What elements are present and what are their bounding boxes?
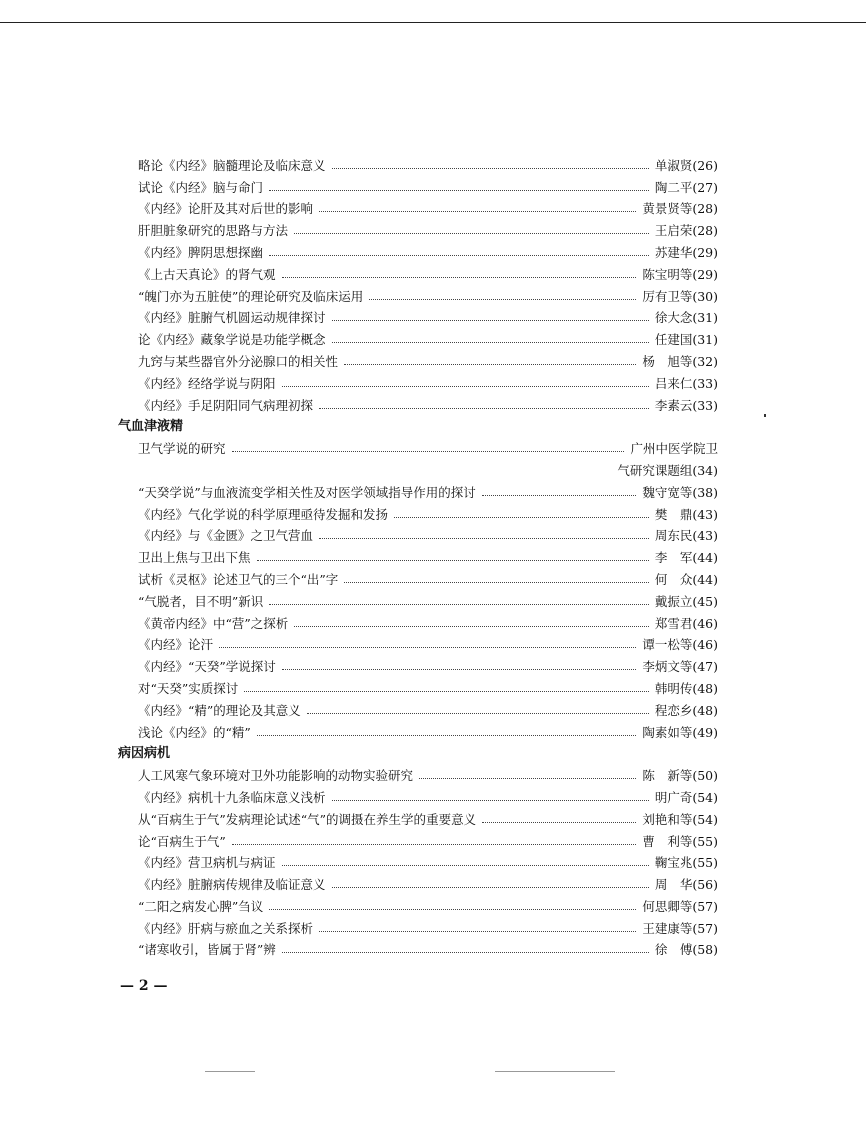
entry-title: 《内经》脏腑病传规律及临证意义 — [138, 877, 326, 893]
toc-entry — [118, 523, 718, 545]
entry-author: 李 军(44) — [654, 550, 718, 566]
dot-leader — [344, 364, 636, 365]
entry-author: 陈宝明等(29) — [642, 266, 718, 282]
toc-entry — [118, 653, 718, 675]
entry-author: 王建康等(57) — [642, 920, 718, 936]
entry-title: 略论《内经》脑髓理论及临床意义 — [138, 157, 326, 173]
toc-entry — [118, 871, 718, 893]
entry-title: 人工风寒气象环境对卫外功能影响的动物实验研究 — [138, 768, 414, 784]
toc-entry — [118, 675, 718, 697]
entry-title: 《内经》营卫病机与病证 — [138, 855, 276, 871]
dot-leader — [282, 669, 637, 670]
entry-author: 谭一松等(46) — [642, 637, 718, 653]
scan-smudge — [205, 1071, 255, 1072]
entry-title: 论《内经》藏象学说是功能学概念 — [138, 332, 326, 348]
entry-title: 《内经》经络学说与阴阳 — [138, 375, 276, 391]
dot-leader — [244, 691, 649, 692]
entry-author: 周 华(56) — [654, 877, 718, 893]
section-heading-bingyin: 病因病机 — [118, 746, 171, 762]
toc-entry — [118, 261, 718, 283]
entry-title: “天癸学说”与血液流变学相关性及对医学领域指导作用的探讨 — [138, 484, 476, 500]
dot-leader — [269, 190, 649, 191]
entry-title: 《内经》脏腑气机圆运动规律探讨 — [138, 310, 326, 326]
toc-entry — [118, 937, 718, 959]
dot-leader — [269, 255, 649, 256]
entry-title: 《内经》“精”的理论及其意义 — [138, 702, 301, 718]
page-number: — 2 — — [120, 978, 168, 994]
dot-leader — [294, 626, 649, 627]
dot-leader — [332, 800, 649, 801]
entry-title: “诸寒收引，皆属于肾”辨 — [138, 942, 276, 958]
toc-entry — [118, 174, 718, 196]
dot-leader — [319, 211, 636, 212]
entry-title: 《黄帝内经》中“营”之探析 — [138, 615, 289, 631]
dot-leader — [332, 887, 649, 888]
toc-entry — [118, 196, 718, 218]
entry-author: 何思卿等(57) — [642, 898, 718, 914]
entry-author: 任建国(31) — [654, 332, 718, 348]
entry-title: 肝胆脏象研究的思路与方法 — [138, 223, 289, 239]
dot-leader — [369, 299, 636, 300]
toc-entry — [118, 806, 718, 828]
entry-title: 试论《内经》脑与命门 — [138, 179, 264, 195]
entry-author: 何 众(44) — [654, 571, 718, 587]
entry-author: 徐大念(31) — [654, 310, 718, 326]
dot-leader — [294, 233, 649, 234]
toc-entry — [118, 850, 718, 872]
entry-author: 吕来仁(33) — [654, 375, 718, 391]
entry-author: 苏建华(29) — [654, 244, 718, 260]
entry-author: 单淑贤(26) — [654, 157, 718, 173]
toc-entry — [118, 632, 718, 654]
entry-author: 刘艳和等(54) — [642, 811, 718, 827]
entry-title: 《内经》脾阴思想探幽 — [138, 244, 264, 260]
toc-entry — [118, 217, 718, 239]
entry-title: “魄门亦为五脏使”的理论研究及临床运用 — [138, 288, 364, 304]
toc-entry — [118, 893, 718, 915]
entry-author: 程恋乡(48) — [654, 702, 718, 718]
entry-title: 《内经》论肝及其对后世的影响 — [138, 201, 314, 217]
entry-author: 周东民(43) — [654, 528, 718, 544]
entry-title: 试析《灵枢》论述卫气的三个“出”字 — [138, 571, 339, 587]
entry-author: 鞠宝兆(55) — [654, 855, 718, 871]
entry-author: 曹 利等(55) — [642, 833, 718, 849]
entry-title: 对“天癸”实质探讨 — [138, 680, 239, 696]
dot-leader — [319, 931, 636, 932]
toc-group-zangxiang — [118, 152, 718, 414]
entry-title: 《内经》“天癸”学说探讨 — [138, 659, 276, 675]
entry-title: 卫出上焦与卫出下焦 — [138, 550, 251, 566]
scan-smudge — [495, 1071, 615, 1072]
toc-entry — [118, 435, 718, 457]
toc-entry — [118, 719, 718, 741]
entry-author: 黄景贤等(28) — [642, 201, 718, 217]
dot-leader — [419, 778, 636, 779]
dot-leader — [319, 538, 649, 539]
dot-leader — [394, 517, 649, 518]
section-heading-qixue: 气血津液精 — [118, 419, 184, 435]
entry-title: 《内经》肝病与瘀血之关系探析 — [138, 920, 314, 936]
toc-entry — [118, 762, 718, 784]
toc-entry — [118, 152, 718, 174]
entry-author: 樊 鼎(43) — [654, 506, 718, 522]
entry-author: 陶素如等(49) — [642, 724, 718, 740]
entry-author: 李素云(33) — [654, 397, 718, 413]
entry-author: 明广奇(54) — [654, 789, 718, 805]
dot-leader — [282, 386, 649, 387]
table-of-contents — [118, 152, 718, 958]
toc-entry — [118, 697, 718, 719]
toc-entry — [118, 305, 718, 327]
toc-entry — [118, 544, 718, 566]
scan-speck — [764, 414, 766, 417]
toc-entry — [118, 479, 718, 501]
entry-title: 《内经》论汗 — [138, 637, 214, 653]
entry-author: 魏守宽等(38) — [642, 484, 718, 500]
entry-title: 论“百病生于气” — [138, 833, 226, 849]
dot-leader — [482, 822, 636, 823]
toc-group-bingyin — [118, 762, 718, 958]
dot-leader — [482, 495, 637, 496]
entry-title: 《内经》与《金匮》之卫气营血 — [138, 528, 314, 544]
dot-leader — [232, 844, 637, 845]
entry-author: 李炳文等(47) — [642, 659, 718, 675]
entry-author: 杨 旭等(32) — [642, 353, 718, 369]
toc-entry — [118, 784, 718, 806]
toc-group-qixue — [118, 479, 718, 741]
toc-entry — [118, 501, 718, 523]
toc-entry — [118, 239, 718, 261]
dot-leader — [282, 277, 637, 278]
entry-title: 从“百病生于气”发病理论试述“气”的调摄在养生学的重要意义 — [138, 811, 477, 827]
dot-leader — [319, 408, 649, 409]
toc-entry — [118, 370, 718, 392]
entry-title: 《内经》病机十九条临床意义浅析 — [138, 789, 326, 805]
entry-title: “二阳之病发心脾”刍议 — [138, 898, 264, 914]
top-rule — [0, 22, 866, 23]
dot-leader — [332, 168, 649, 169]
dot-leader — [232, 451, 625, 452]
toc-entry — [118, 348, 718, 370]
entry-author: 郑雪君(46) — [654, 615, 718, 631]
entry-author: 戴振立(45) — [654, 593, 718, 609]
entry-title: 《内经》手足阴阳同气病理初探 — [138, 397, 314, 413]
toc-entry — [118, 283, 718, 305]
dot-leader — [307, 713, 649, 714]
entry-author: 徐 傅(58) — [654, 942, 718, 958]
entry-title: 《上古天真论》的肾气观 — [138, 266, 276, 282]
entry-author: 王启荣(28) — [654, 223, 718, 239]
dot-leader — [219, 647, 636, 648]
entry-author: 厉有卫等(30) — [642, 288, 718, 304]
entry-title: “气脱者，目不明”新识 — [138, 593, 264, 609]
dot-leader — [344, 582, 649, 583]
entry-title: 《内经》气化学说的科学原理亟待发掘和发扬 — [138, 506, 389, 522]
dot-leader — [269, 604, 649, 605]
dot-leader — [257, 560, 649, 561]
entry-author: 陶二平(27) — [654, 179, 718, 195]
entry-author: 韩明传(48) — [654, 680, 718, 696]
toc-entry — [118, 588, 718, 610]
dot-leader — [332, 320, 649, 321]
toc-entry — [118, 610, 718, 632]
dot-leader — [269, 909, 636, 910]
entry-author-continued: 气研究课题组(34) — [617, 462, 718, 478]
toc-entry — [118, 828, 718, 850]
dot-leader — [257, 735, 637, 736]
entry-author: 陈 新等(50) — [642, 768, 718, 784]
toc-entry — [118, 326, 718, 348]
dot-leader — [332, 342, 649, 343]
entry-title: 九窍与某些器官外分泌腺口的相关性 — [138, 353, 339, 369]
dot-leader — [282, 952, 649, 953]
dot-leader — [282, 865, 649, 866]
entry-title: 浅论《内经》的“精” — [138, 724, 251, 740]
entry-title: 卫气学说的研究 — [138, 441, 226, 457]
toc-entry — [118, 915, 718, 937]
toc-entry — [118, 392, 718, 414]
entry-author: 广州中医学院卫 — [630, 441, 718, 457]
toc-entry — [118, 566, 718, 588]
